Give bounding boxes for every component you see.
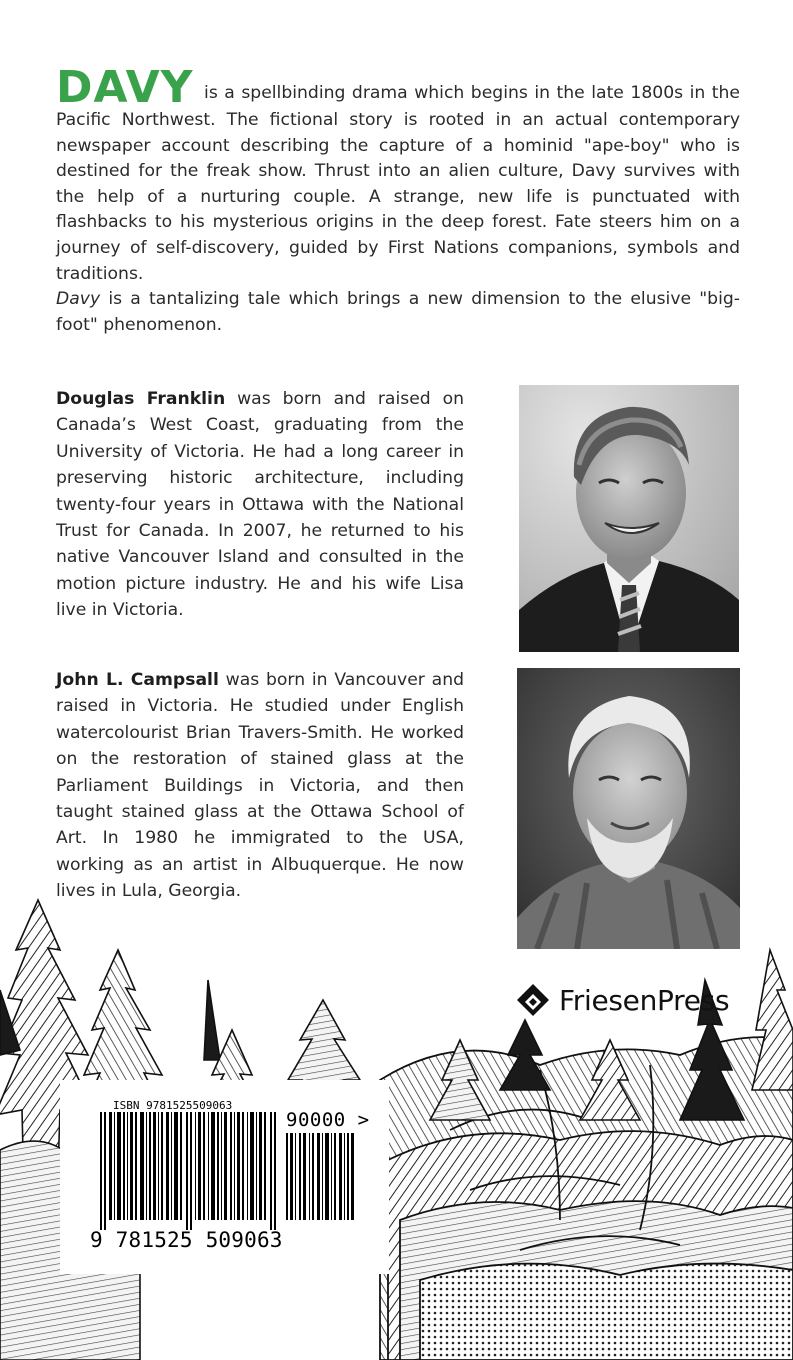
diamond-logo-icon: [515, 982, 551, 1018]
author-portrait-franklin: [519, 385, 739, 652]
author-bio-text: was born and raised on Canada’s West Coast, graduating from the University of Victoria. He had a long career in preserving historic architecture, including twenty-four years in Ottawa with the National Trust for Canada. In 2007, he returned to his native Vancouver Island and consulted in the motion picture industry. He and his wife Lisa live in Victoria.: [56, 389, 465, 621]
barcode-digits: 9 781525 509063: [90, 1228, 283, 1252]
author-bio-text: was born in Vancouver and raised in Victoria. He studied under English watercolourist Brian Travers-Smith. He worked on the restoration of stained glass at the Parliament Buildings in Victoria, and then taught stained glass at the Ottawa School of Art. In 1980 he immigrated to the USA, working as an artist in Albuquerque. He now lives in Lula, Georgia.: [56, 670, 464, 902]
author-bio-franklin: [56, 386, 464, 624]
synopsis-text-1: is a spellbinding drama which begins in the late 1800s in the Pacific Northwest. The fictional story is rooted in an actual contemporary newspaper account describing the capture of a hominid "ape-boy" who is destined for the freak show. Thrust into an alien culture, Davy survives with the help of a nurturing couple. A strange, new life is punctuated with flashbacks to his mysterious origins in the deep forest. Fate steers him on a journey of self-discovery, guided by First Nations companions, symbols and traditions.: [56, 83, 741, 284]
synopsis-paragraph-1: [56, 62, 741, 287]
book-title-italic: Davy: [56, 289, 101, 310]
publisher-name: FriesenPress: [559, 983, 730, 1017]
author-name: John L. Campsall: [56, 670, 219, 690]
publisher-logo: [515, 980, 729, 1020]
author-bio-campsall: [56, 667, 464, 905]
synopsis-text-2: is a tantalizing tale which brings a new dimension to the elusive "big-foot" phenomenon.: [56, 289, 740, 335]
price-code: 90000 >: [286, 1109, 370, 1131]
synopsis: [56, 62, 741, 338]
portrait-franklin-icon: [519, 385, 739, 652]
book-title: DAVY: [56, 62, 194, 113]
author-name: Douglas Franklin: [56, 389, 226, 409]
isbn-barcode: [100, 1112, 278, 1230]
isbn-label: ISBN 9781525509063: [113, 1099, 233, 1112]
barcode-panel: [60, 1080, 389, 1274]
price-barcode: [286, 1133, 356, 1220]
synopsis-paragraph-2: [56, 287, 740, 338]
